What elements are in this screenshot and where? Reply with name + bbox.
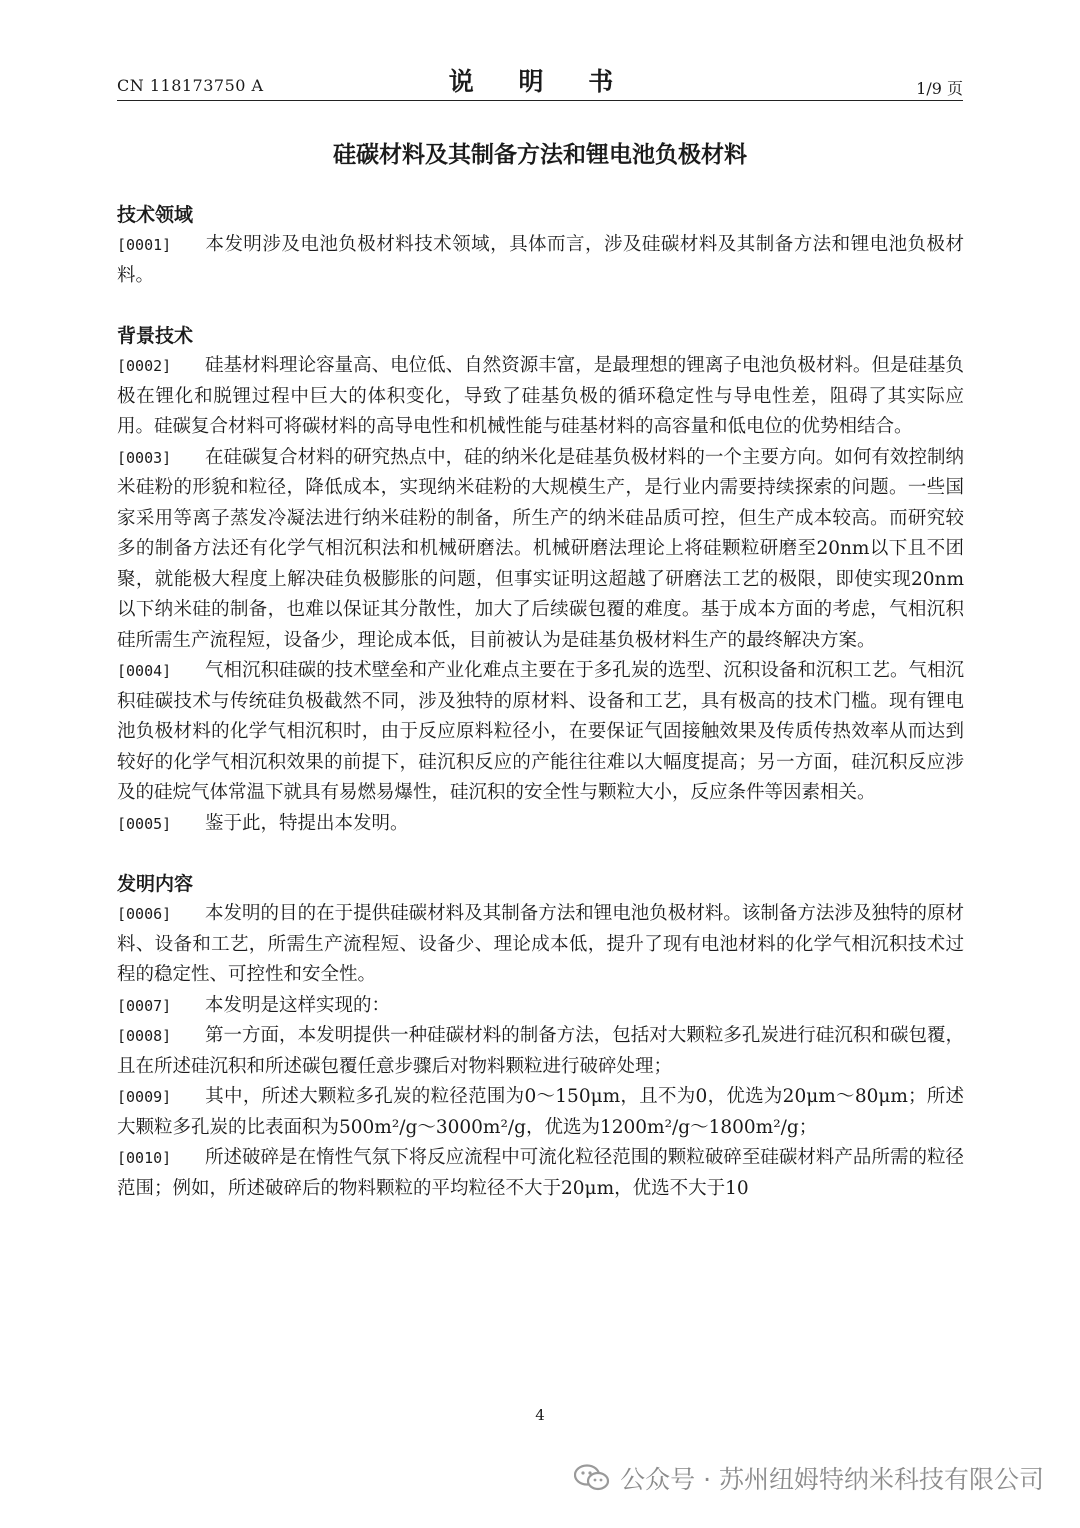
paragraph-number: [0010] bbox=[117, 1149, 172, 1167]
page-header bbox=[117, 62, 963, 102]
page-number: 4 bbox=[535, 1406, 545, 1424]
paragraph-number: [0007] bbox=[117, 996, 172, 1015]
patent-number: CN 118173750 A bbox=[117, 76, 264, 95]
paragraph bbox=[117, 991, 964, 1022]
document-title: 硅碳材料及其制备方法和锂电池负极材料 bbox=[333, 142, 747, 168]
paragraph bbox=[117, 1021, 964, 1082]
paragraph bbox=[117, 1082, 964, 1143]
paragraph bbox=[117, 656, 964, 809]
paragraph-text: 本发明的目的在于提供硅碳材料及其制备方法和锂电池负极材料。该制备方法涉及独特的原材料、设备和工艺，所需生产流程短、设备少、理论成本低，提升了现有电池材料的化学气相沉积技术过程的稳定性、可控性和安全性。 bbox=[117, 903, 964, 985]
paragraph-number: [0009] bbox=[117, 1088, 172, 1106]
paragraph-text: 气相沉积硅碳的技术壁垒和产业化难点主要在于多孔炭的选型、沉积设备和沉积工艺。气相沉积硅碳技术与传统硅负极截然不同，涉及独特的原材料、设备和工艺，具有极高的技术门槛。现有锂电池负极材料的化学气相沉积时，由于反应原料粒径小，在要保证气固接触效果及传质传热效率从而达到较好的化学气相沉积效果的前提下，硅沉积反应的产能往往难以大幅度提高；另一方面，硅沉积反应涉及的硅烷气体常温下就具有易燃易爆性，硅沉积的安全性与颗粒大小，反应条件等因素相关。 bbox=[117, 660, 964, 803]
paragraph bbox=[117, 1143, 964, 1204]
paragraph-number: [0002] bbox=[117, 357, 172, 375]
document-body bbox=[117, 200, 964, 1204]
section-heading: 发明内容 bbox=[117, 873, 194, 895]
paragraph-text: 所述破碎是在惰性气氛下将反应流程中可流化粒径范围的颗粒破碎至硅碳材料产品所需的粒径范围；例如，所述破碎后的物料颗粒的平均粒径不大于20μm，优选不大于10 bbox=[117, 1147, 964, 1199]
paragraph bbox=[117, 899, 964, 991]
paragraph-number: [0008] bbox=[117, 1027, 172, 1045]
paragraph bbox=[117, 230, 964, 291]
page-count: 1/9 页 bbox=[916, 79, 963, 98]
paragraph-text: 在硅碳复合材料的研究热点中，硅的纳米化是硅基负极材料的一个主要方向。如何有效控制纳米硅粉的形貌和粒径，降低成本，实现纳米硅粉的大规模生产，是行业内需要持续探索的问题。一些国家采用等离子蒸发冷凝法进行纳米硅粉的制备，所生产的纳米硅品质可控，但生产成本较高。而研究较多的制备方法还有化学气相沉积法和机械研磨法。机械研磨法理论上将硅颗粒研磨至20nm以下且不团聚，就能极大程度上解决硅负极膨胀的问题，但事实证明这超越了研磨法工艺的极限，即使实现20nm以下纳米硅的制备，也难以保证其分散性，加大了后续碳包覆的难度。基于成本方面的考虑，气相沉积硅所需生产流程短，设备少，理论成本低，目前被认为是硅基负极材料生产的最终解决方案。 bbox=[117, 446, 964, 651]
paragraph-text: 鉴于此，特提出本发明。 bbox=[205, 812, 409, 834]
paragraph bbox=[117, 809, 964, 840]
paragraph-number: [0001] bbox=[117, 236, 172, 254]
wechat-icon bbox=[574, 1464, 610, 1492]
paragraph-number: [0006] bbox=[117, 905, 172, 923]
paragraph-text: 本发明涉及电池负极材料技术领域，具体而言，涉及硅碳材料及其制备方法和锂电池负极材料。 bbox=[117, 234, 964, 286]
paragraph-number: [0003] bbox=[117, 448, 172, 467]
paragraph-text: 硅基材料理论容量高、电位低、自然资源丰富，是最理想的锂离子电池负极材料。但是硅基负极在锂化和脱锂过程中巨大的体积变化，导致了硅基负极的循环稳定性与导电性差，阻碍了其实际应用。硅碳复合材料可将碳材料的高导电性和机械性能与硅基材料的高容量和低电位的优势相结合。 bbox=[117, 355, 964, 437]
section-heading: 技术领域 bbox=[117, 204, 194, 226]
watermark-text: 公众号 · 苏州纽姆特纳米科技有限公司 bbox=[620, 1465, 1044, 1494]
paragraph bbox=[117, 443, 964, 657]
paragraph-text: 第一方面，本发明提供一种硅碳材料的制备方法，包括对大颗粒多孔炭进行硅沉积和碳包覆，且在所述硅沉积和所述碳包覆任意步骤后对物料颗粒进行破碎处理； bbox=[117, 1025, 964, 1077]
watermark bbox=[574, 1460, 1044, 1496]
paragraph-text: 其中，所述大颗粒多孔炭的粒径范围为0～150μm，且不为0，优选为20μm～80μm；所述大颗粒多孔炭的比表面积为500m²/g～3000m²/g，优选为1200m²/g～1800m²/g； bbox=[117, 1086, 964, 1138]
paragraph-number: [0005] bbox=[117, 814, 172, 833]
paragraph-number: [0004] bbox=[117, 662, 172, 680]
header-title: 说 明 书 bbox=[448, 67, 632, 96]
paragraph bbox=[117, 351, 964, 443]
paragraph-text: 本发明是这样实现的： bbox=[205, 994, 391, 1016]
header-divider bbox=[117, 100, 963, 101]
section-heading: 背景技术 bbox=[117, 325, 194, 347]
